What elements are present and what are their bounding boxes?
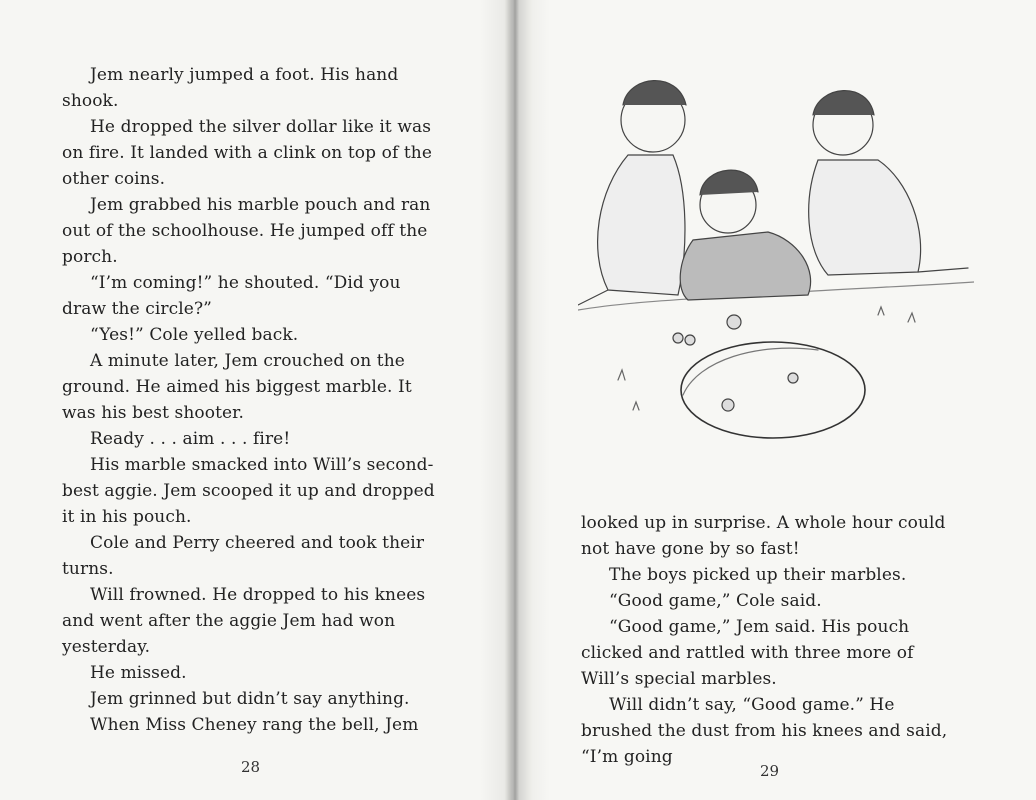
paragraph: He missed. bbox=[90, 663, 187, 683]
paragraph: looked up in surprise. A whole hour could not have gone by so fast! bbox=[581, 513, 946, 559]
paragraph: A minute later, Jem crouched on the ground. He aimed his biggest marble. It was his best shooter. bbox=[62, 351, 412, 423]
paragraph: Cole and Perry cheered and took their turns. bbox=[62, 533, 425, 579]
paragraph: “Good game,” Jem said. His pouch clicked and rattled with three more of Will’s special marbles. bbox=[581, 617, 914, 689]
paragraph: The boys picked up their marbles. bbox=[609, 565, 907, 585]
page-number-left: 28 bbox=[241, 758, 261, 776]
paragraph: Jem nearly jumped a foot. His hand shook. bbox=[62, 65, 399, 111]
book-gutter bbox=[480, 0, 550, 800]
paragraph: He dropped the silver dollar like it was on fire. It landed with a clink on top of the other coins. bbox=[62, 117, 432, 189]
marbles-illustration bbox=[578, 60, 974, 460]
right-page-text bbox=[581, 510, 966, 770]
paragraph: Jem grabbed his marble pouch and ran out of the schoolhouse. He jumped off the porch. bbox=[62, 195, 431, 267]
paragraph: “Yes!” Cole yelled back. bbox=[90, 325, 299, 345]
left-page-text bbox=[62, 62, 440, 738]
paragraph: “I’m coming!” he shouted. “Did you draw the circle?” bbox=[62, 273, 401, 319]
page-number-right: 29 bbox=[760, 762, 780, 780]
paragraph: His marble smacked into Will’s second-best aggie. Jem scooped it up and dropped it in his pouch. bbox=[62, 455, 435, 527]
paragraph: Ready . . . aim . . . fire! bbox=[90, 429, 291, 449]
paragraph: “Good game,” Cole said. bbox=[609, 591, 822, 611]
paragraph: When Miss Cheney rang the bell, Jem bbox=[90, 715, 419, 735]
paragraph: Will didn’t say, “Good game.” He brushed the dust from his knees and said, “I’m going bbox=[581, 695, 948, 767]
paragraph: Jem grinned but didn’t say anything. bbox=[90, 689, 410, 709]
paragraph: Will frowned. He dropped to his knees and went after the aggie Jem had won yesterday. bbox=[62, 585, 426, 657]
